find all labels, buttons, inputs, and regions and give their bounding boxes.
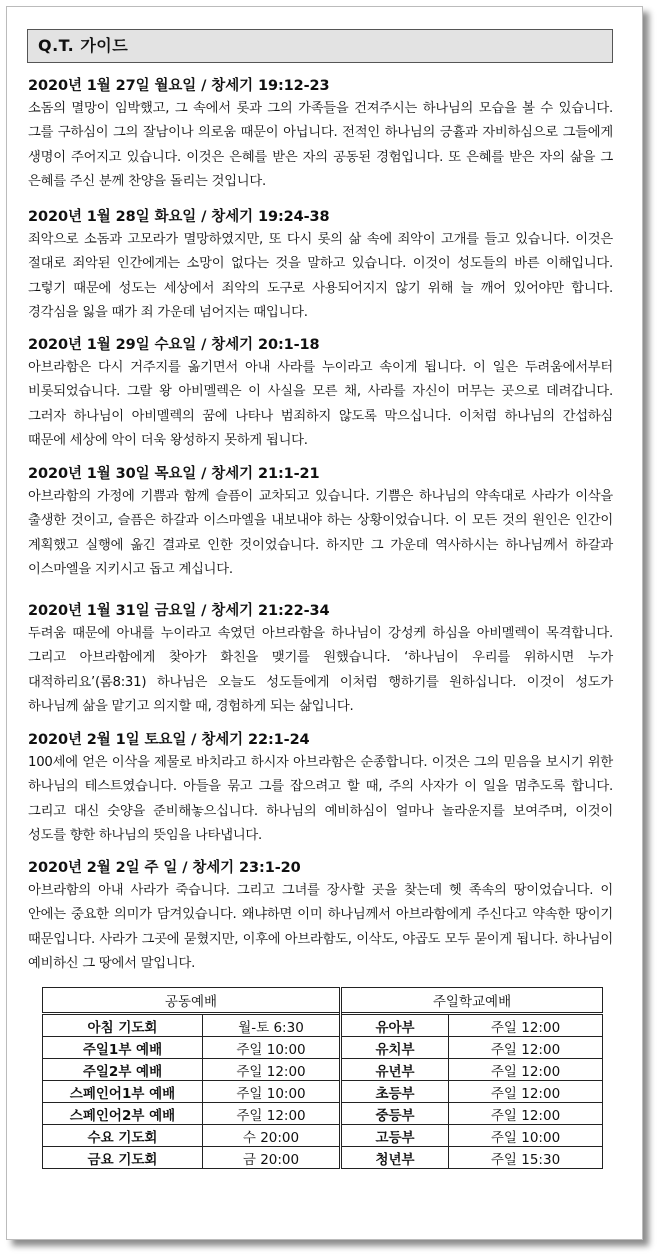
entry-body: 아브라함은 다시 거주지를 옮기면서 아내 사라를 누이라고 속이게 됩니다. 이 일은 두려움에서부터 비롯되었습니다. 그랄 왕 아비멜렉은 이 사실을 모른 채, 사라를 자신이 머무는 곳으로 데려갑니다. 그러자 하나님이 아비멜렉의 꿈에 나타나 범죄하지 않도록 막으십니다. 이처럼 하나님의 간섭하심 때문에 세상에 악이 더욱 왕성하지 못하게 됩니다. bbox=[28, 360, 613, 448]
service-name: 금요 기도회 bbox=[43, 1147, 203, 1169]
schedule-row bbox=[43, 1103, 603, 1125]
department-name: 중등부 bbox=[341, 1103, 449, 1125]
department-name: 유년부 bbox=[341, 1059, 449, 1081]
schedule-header-right: 주일학교예배 bbox=[341, 988, 603, 1014]
entry-body: 아브라함의 가정에 기쁨과 함께 슬픔이 교차되고 있습니다. 기쁨은 하나님의 약속대로 사라가 이삭을 출생한 것이고, 슬픔은 하갈과 이스마엘을 내보내야 하는 상황이었습니다. 이 모든 것의 원인은 인간이 계획했고 실행에 옮긴 결과로 인한 것이었습니다. 하지만 그 가운데 역사하시는 하나님께서 하갈과 이스마엘을 지키시고 돕고 계십니다. bbox=[28, 489, 613, 577]
entry-body: 100세에 얻은 이삭을 제물로 바치라고 하시자 아브라함은 순종합니다. 이것은 그의 믿음을 보시기 위한 하나님의 테스트였습니다. 아들을 묶고 그를 잡으려고 할 때, 주의 사자가 이 일을 멈추도록 합니다. 그리고 대신 숫양을 준비해놓으십니다. 하나님의 예비하심이 얼마나 놀라운지를 보여주며, 이것이 성도를 향한 하나님의 뜻임을 나타냅니다. bbox=[28, 755, 613, 843]
qt-entry bbox=[28, 857, 613, 976]
entry-heading: 2020년 1월 30일 목요일 / 창세기 21:1-21 bbox=[28, 466, 320, 482]
qt-entry bbox=[28, 334, 613, 453]
schedule-row bbox=[43, 1081, 603, 1103]
department-name: 고등부 bbox=[341, 1125, 449, 1147]
service-time: 월-토 6:30 bbox=[203, 1014, 341, 1037]
schedule-header-left: 공동예배 bbox=[43, 988, 341, 1014]
service-time: 주일 10:00 bbox=[203, 1081, 341, 1103]
service-time: 금 20:00 bbox=[203, 1147, 341, 1169]
entry-heading: 2020년 1월 29일 수요일 / 창세기 20:1-18 bbox=[28, 337, 320, 353]
service-time: 수 20:00 bbox=[203, 1125, 341, 1147]
qt-entry bbox=[28, 206, 613, 325]
service-time: 주일 10:00 bbox=[203, 1037, 341, 1059]
department-time: 주일 12:00 bbox=[449, 1081, 603, 1103]
page-title: Q.T. 가이드 bbox=[27, 29, 613, 63]
schedule-row bbox=[43, 1037, 603, 1059]
service-name: 주일2부 예배 bbox=[43, 1059, 203, 1081]
department-name: 초등부 bbox=[341, 1081, 449, 1103]
entry-body: 죄악으로 소돔과 고모라가 멸망하였지만, 또 다시 롯의 삶 속에 죄악이 고개를 들고 있습니다. 이것은 절대로 죄악된 인간에게는 소망이 없다는 것을 말하고 있습니다. 이것이 성도들의 바른 이해입니다. 그렇기 때문에 성도는 세상에서 죄악의 도구로 사용되어지지 않기 위해 늘 깨어 있어야만 합니다. 경각심을 잃을 때가 죄 가운데 넘어지는 때입니다. bbox=[28, 232, 613, 320]
service-name: 스페인어1부 예배 bbox=[43, 1081, 203, 1103]
entry-heading: 2020년 1월 31일 금요일 / 창세기 21:22-34 bbox=[28, 603, 330, 619]
worship-schedule-table bbox=[42, 987, 603, 1169]
service-time: 주일 12:00 bbox=[203, 1103, 341, 1125]
department-time: 주일 12:00 bbox=[449, 1014, 603, 1037]
entry-heading: 2020년 2월 2일 주 일 / 창세기 23:1-20 bbox=[28, 860, 301, 876]
service-name: 수요 기도회 bbox=[43, 1125, 203, 1147]
schedule-row bbox=[43, 1014, 603, 1037]
qt-entry bbox=[28, 729, 613, 848]
service-name: 주일1부 예배 bbox=[43, 1037, 203, 1059]
entry-heading: 2020년 1월 27일 월요일 / 창세기 19:12-23 bbox=[28, 78, 330, 94]
department-time: 주일 12:00 bbox=[449, 1059, 603, 1081]
schedule-row bbox=[43, 1059, 603, 1081]
schedule-row bbox=[43, 1147, 603, 1169]
qt-entry bbox=[28, 463, 613, 582]
service-name: 스페인어2부 예배 bbox=[43, 1103, 203, 1125]
service-time: 주일 12:00 bbox=[203, 1059, 341, 1081]
department-name: 청년부 bbox=[341, 1147, 449, 1169]
department-time: 주일 12:00 bbox=[449, 1037, 603, 1059]
department-time: 주일 15:30 bbox=[449, 1147, 603, 1169]
qt-entry bbox=[28, 600, 613, 719]
department-name: 유치부 bbox=[341, 1037, 449, 1059]
entry-body: 두려움 때문에 아내를 누이라고 속였던 아브라함을 하나님이 강성케 하심을 아비멜렉이 목격합니다. 그리고 아브라함에게 찾아가 화친을 맺기를 원했습니다. ‘하나님이 우리를 위하시면 누가 대적하리요’(롬8:31) 하나님은 오늘도 성도들에게 이처럼 행하기를 원하십니다. 이것이 성도가 하나님께 삶을 맡기고 의지할 때, 경험하게 되는 삶입니다. bbox=[28, 626, 613, 714]
schedule-row bbox=[43, 1125, 603, 1147]
department-time: 주일 12:00 bbox=[449, 1103, 603, 1125]
service-name: 아침 기도회 bbox=[43, 1014, 203, 1037]
entry-heading: 2020년 2월 1일 토요일 / 창세기 22:1-24 bbox=[28, 732, 310, 748]
entry-heading: 2020년 1월 28일 화요일 / 창세기 19:24-38 bbox=[28, 209, 330, 225]
qt-entry bbox=[28, 75, 613, 194]
department-name: 유아부 bbox=[341, 1014, 449, 1037]
department-time: 주일 10:00 bbox=[449, 1125, 603, 1147]
entry-body: 아브라함의 아내 사라가 죽습니다. 그리고 그녀를 장사할 곳을 찾는데 헷 족속의 땅이었습니다. 이 안에는 중요한 의미가 담겨있습니다. 왜냐하면 이미 하나님께서 아브라함에게 주신다고 약속한 땅이기 때문입니다. 사라가 그곳에 묻혔지만, 이후에 아브라함도, 이삭도, 야곱도 모두 묻이게 됩니다. 하나님이 예비하신 그 땅에서 말입니다. bbox=[28, 883, 613, 971]
entry-body: 소돔의 멸망이 임박했고, 그 속에서 롯과 그의 가족들을 건져주시는 하나님의 모습을 볼 수 있습니다. 그를 구하심이 그의 잘남이나 의로움 때문이 아닙니다. 전적인 하나님의 긍휼과 자비하심으로 그들에게 생명이 주어지고 있습니다. 이것은 은혜를 받은 자의 공동된 경험입니다. 또 은혜를 받은 자의 삶을 그 은혜를 주신 분께 찬양을 돌리는 것입니다. bbox=[28, 101, 613, 189]
